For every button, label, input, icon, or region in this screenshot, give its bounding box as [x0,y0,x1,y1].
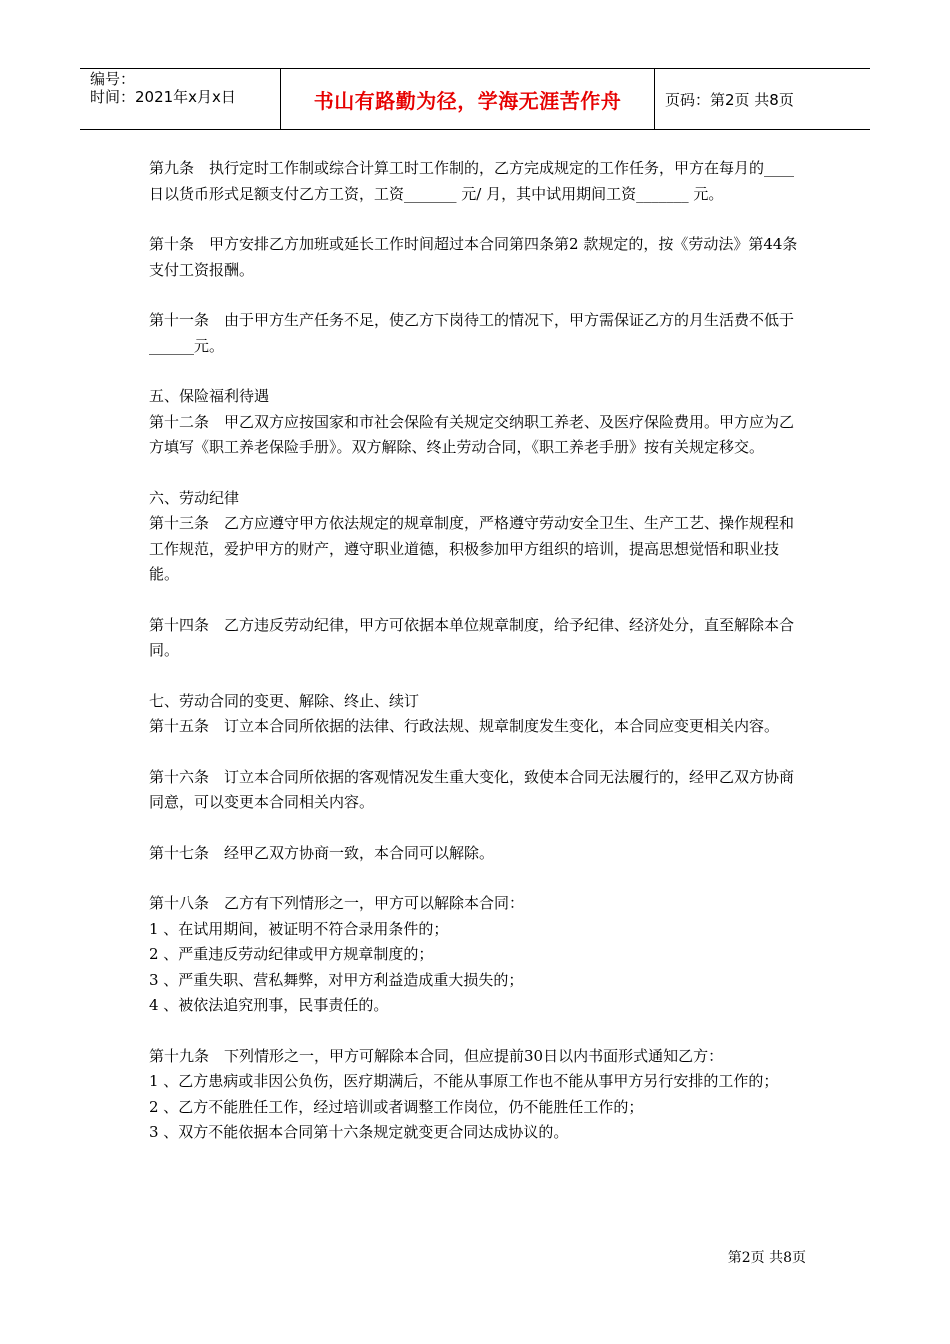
paragraph: 五、保险福利待遇 [149,387,270,405]
page-header [80,68,870,130]
paragraph: 第十三条 乙方应遵守甲方依法规定的规章制度，严格遵守劳动安全卫生、生产工艺、操作规程和工作规范，爱护甲方的财产，遵守职业道德，积极参加甲方组织的培训，提高思想觉悟和职业技能。 [149,514,795,583]
paragraph: 第十六条 订立本合同所依据的客观情况发生重大变化，致使本合同无法履行的，经甲乙双方协商同意，可以变更本合同相关内容。 [149,767,795,811]
paragraph: 第九条 执行定时工作制或综合计算工时工作制的，乙方完成规定的工作任务，甲方在每月的____日以货币形式足额支付乙方工资，工资_______ 元/ 月，其中试用期间工资_______ 元。 [149,159,795,203]
header-motto: 书山有路勤为径，学海无涯苦作舟 [313,88,622,113]
paragraph: 1 、乙方患病或非因公负伤，医疗期满后，不能从事原工作也不能从事甲方另行安排的工作的； [149,1072,779,1090]
document-body [149,156,804,1146]
paragraph: 4 、被依法追究刑事，民事责任的。 [149,996,389,1014]
paragraph: 六、劳动纪律 [149,488,240,507]
header-meta [80,69,280,129]
paragraph: 第十条 甲方安排乙方加班或延长工作时间超过本合同第四条第2 款规定的，按《劳动法》第44条支付工资报酬。 [149,235,798,279]
page-footer [728,1247,806,1267]
paragraph: 2 、严重违反劳动纪律或甲方规章制度的； [149,945,434,963]
paragraph: 第十七条 经甲乙双方协商一致，本合同可以解除。 [149,843,495,862]
header-page-number: 页码：第2页 共8页 [665,90,794,109]
paragraph: 2 、乙方不能胜任工作，经过培训或者调整工作岗位，仍不能胜任工作的； [149,1097,644,1116]
paragraph: 第十八条 乙方有下列情形之一，甲方可以解除本合同： [149,894,525,912]
header-motto-cell [280,69,655,129]
paragraph: 第十一条 由于甲方生产任务不足，使乙方下岗待工的情况下，甲方需保证乙方的月生活费不低于______元。 [149,311,795,355]
footer-page-number: 第2页 共8页 [727,1250,806,1266]
paragraph: 1 、在试用期间，被证明不符合录用条件的； [149,919,449,938]
paragraph: 第十五条 订立本合同所依据的法律、行政法规、规章制度发生变化，本合同应变更相关内容。 [149,717,780,735]
document-date-label: 时间：2021年x月x日 [90,88,236,106]
paragraph: 3 、严重失职、营私舞弊，对甲方利益造成重大损失的； [149,970,524,989]
header-page-cell [655,69,870,129]
paragraph: 3 、双方不能依据本合同第十六条规定就变更合同达成协议的。 [149,1123,569,1141]
paragraph: 七、劳动合同的变更、解除、终止、续订 [149,691,420,710]
paragraph: 第十二条 甲乙双方应按国家和市社会保险有关规定交纳职工养老、及医疗保险费用。甲方应为乙方填写《职工养老保险手册》。双方解除、终止劳动合同，《职工养老手册》按有关规定移交。 [149,412,795,456]
document-number-label: 编号： [90,70,136,88]
paragraph: 第十四条 乙方违反劳动纪律，甲方可依据本单位规章制度，给予纪律、经济处分，直至解除本合同。 [149,615,795,659]
paragraph: 第十九条 下列情形之一，甲方可解除本合同，但应提前30日以内书面形式通知乙方： [149,1046,724,1065]
